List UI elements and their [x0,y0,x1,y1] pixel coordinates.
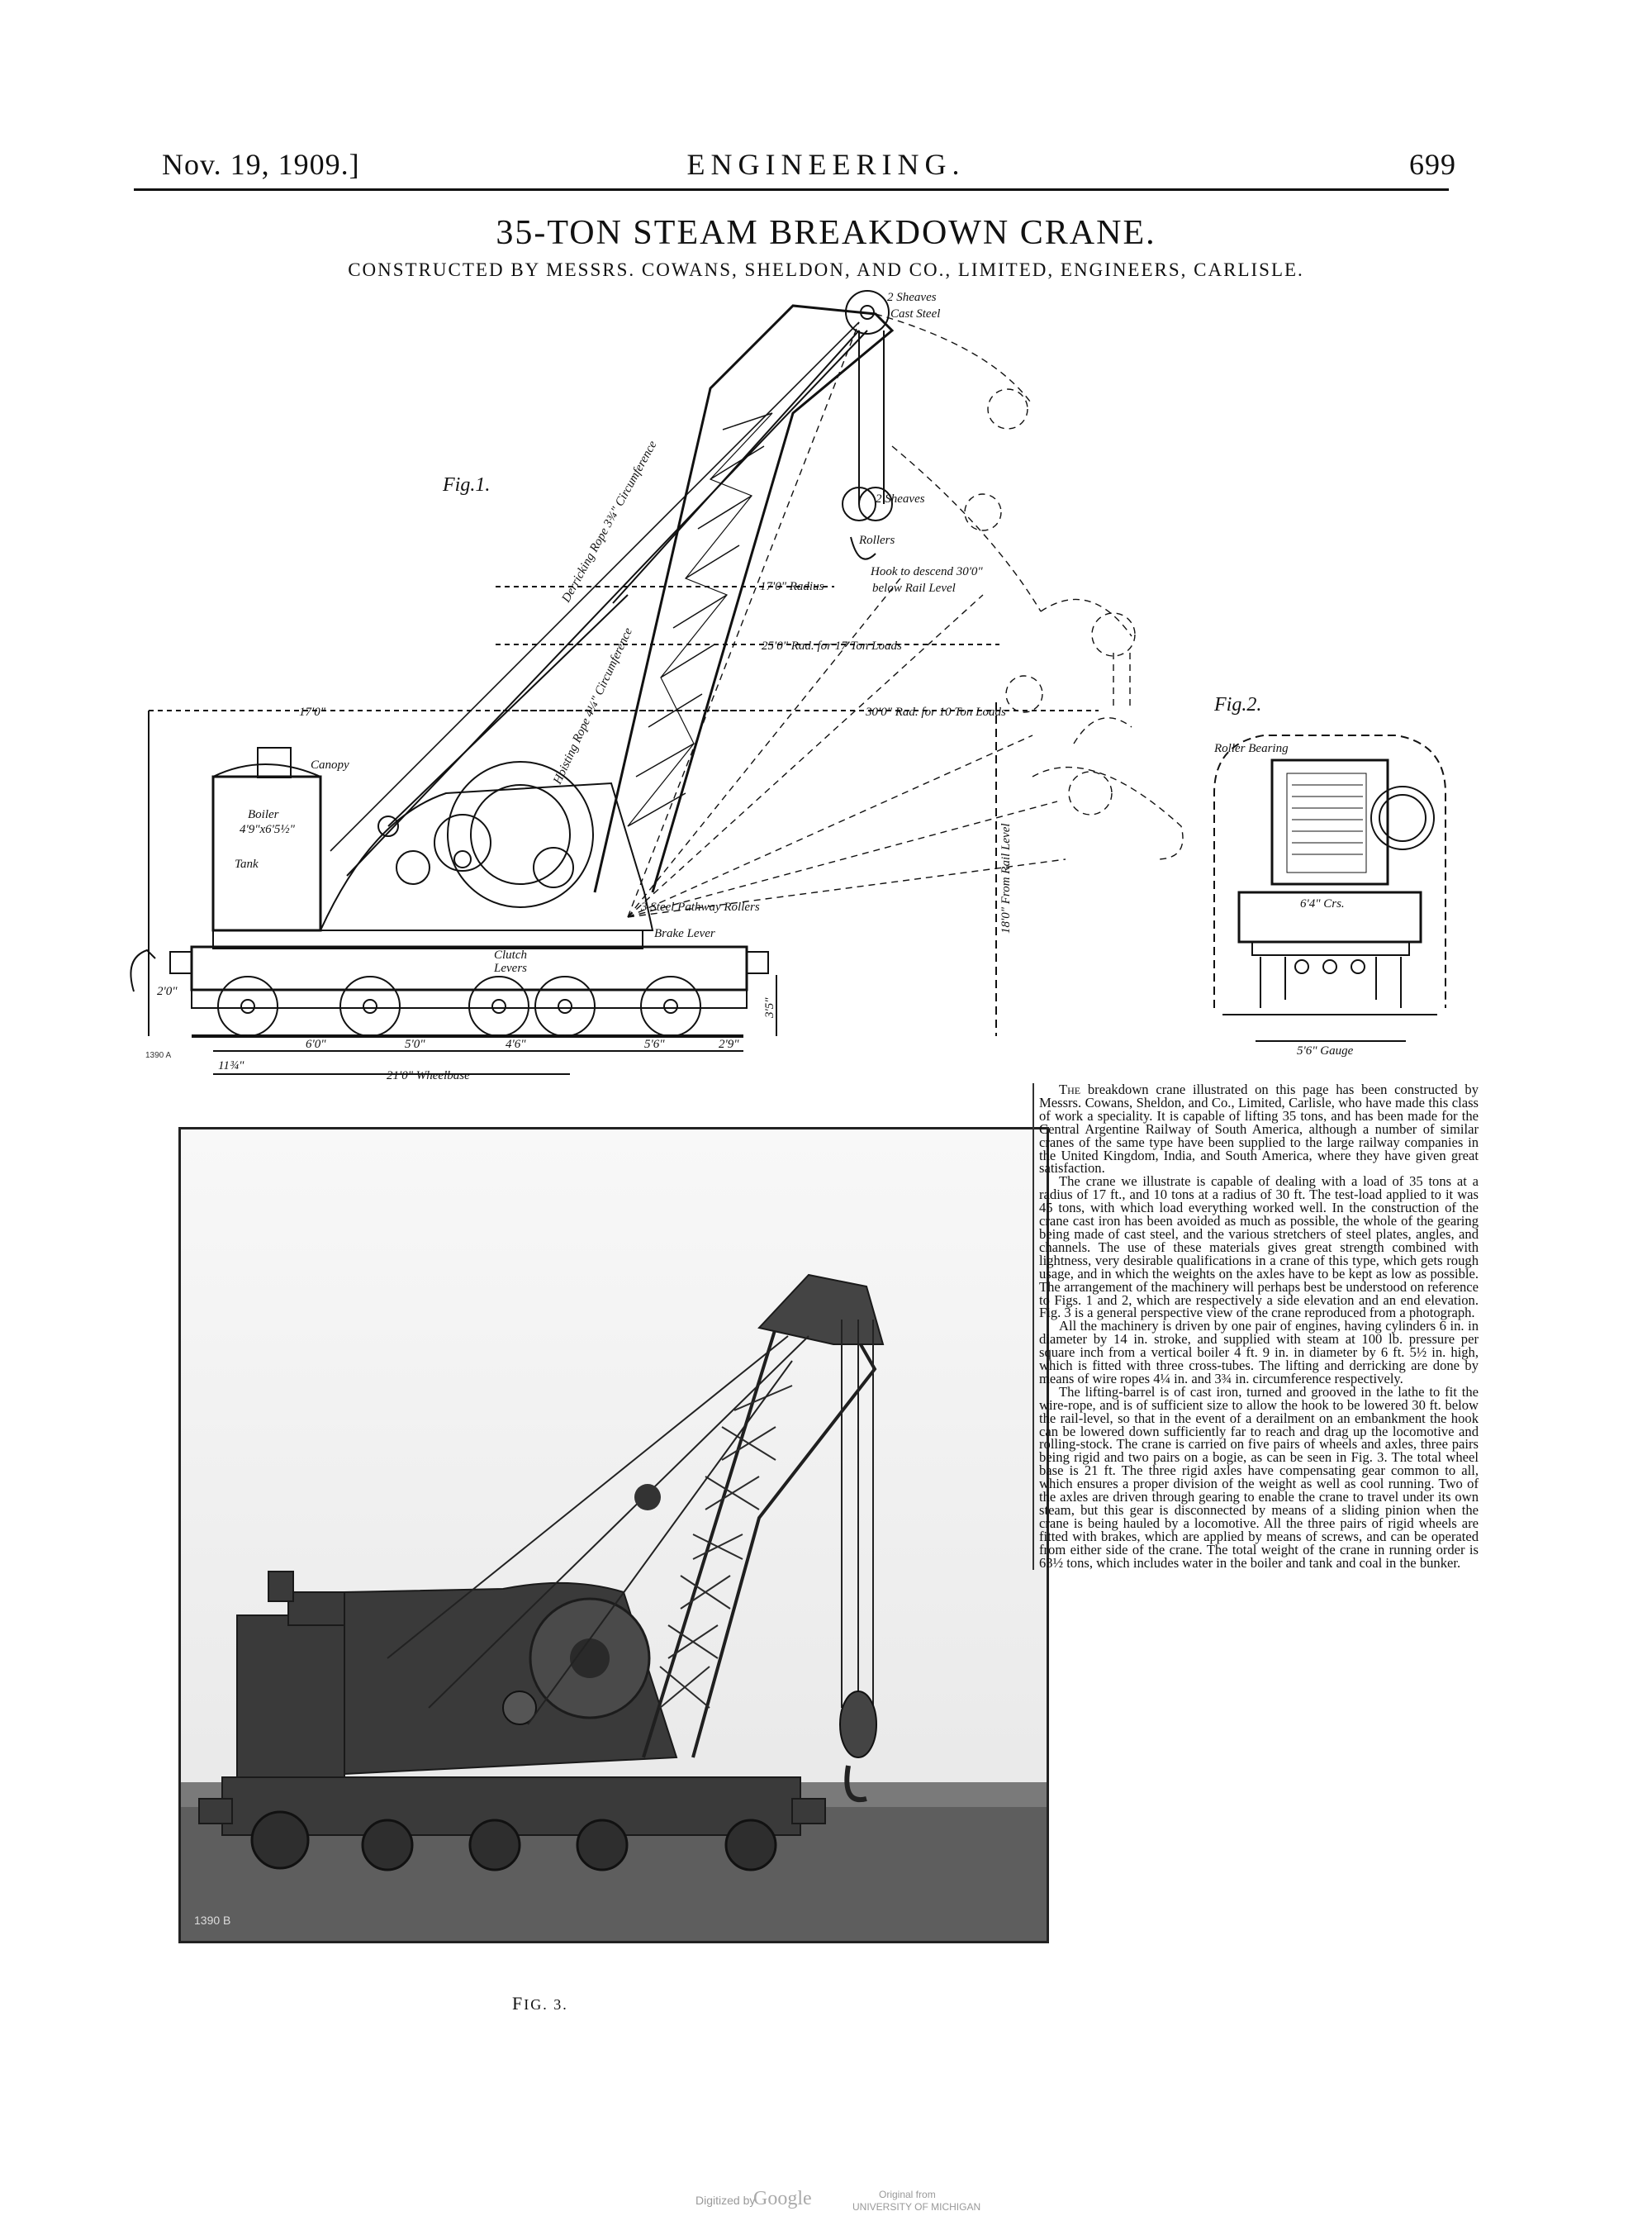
article-subtitle: CONSTRUCTED BY MESSRS. COWANS, SHELDON, AND CO., LIMITED, ENGINEERS, CARLISLE. [348,259,1304,280]
fig1-label-dim-50: 5'0" [405,1038,425,1051]
fig3-photograph [178,1127,1049,1943]
article-paragraph-2: The crane we illustrate is capable of dealing with a load of 35 tons at a radius of 17 ft., and 10 tons at a radius of 30 ft. The test-load applied to it was 45 tons, with which load everything worked well. In the construction of the crane cast iron has been avoided as much as possible, the whole of the gearing being made of cast steel, and the various stretchers of steel plates, angles, and channels. The use of these materials gives great strength combined with lightness, very desirable qualifications in a crane of this type, which gets rough usage, and in which the weights on the axles have to be kept as low as possible. The arrangement of the machinery will perhaps best be understood on reference to Figs. 1 and 2, which are respectively a side elevation and an end elevation. Fig. 3 is a general perspective view of the crane reproduced from a photograph. [1039,1173,1479,1321]
article-lead-word: The [1059,1082,1081,1097]
fig1-label-radius-25: 25'0" Rad. for 17 Ton Loads [762,640,902,653]
fig2-label-gauge: 5'6" Gauge [1297,1044,1354,1058]
fig1-label-dim-60: 6'0" [306,1038,326,1051]
fig3-caption-prefix: F [512,1993,525,2014]
fig1-label-boiler-dims: 4'9"x6'5½" [240,823,295,836]
article-paragraph-1: breakdown crane illustrated on this page has been constructed by Messrs. Cowans, Sheldon, and Co., Limited, Carlisle, who have made this class of work a speciality. It is capable of lifting 35 tons, and has been made for the Central Argentine Railway of South America, although a number of similar cranes of the same type have been supplied to the large railway companies in the United Kingdom, India, and South America, where they have given great satisfaction. [1039,1082,1479,1177]
header-date: Nov. 19, 1909.] [162,148,360,181]
fig3-caption [512,1993,568,2014]
footer-university: UNIVERSITY OF MICHIGAN [852,2201,981,2213]
fig3-caption-rest: IG. 3. [524,1996,568,2013]
footer-digitized-by: Digitized by [695,2194,756,2207]
header-rule [134,188,1449,191]
footer-original-from: Original from [879,2189,936,2200]
fig1-label-sheaves-lower: 2 Sheaves [876,492,925,506]
fig1-label-hoisting-rope: Hoisting Rope 4¼" Circumference [551,625,636,787]
fig1-label-radius-17: 17'0" Radius [760,580,824,593]
fig1-label-height-35: 3'5" [763,997,776,1018]
header-journal: ENGINEERING. [686,148,966,181]
fig1-label-span-17: 17'0" [299,706,326,719]
fig2-label: Fig.2. [1214,694,1262,716]
fig3-plate-number: 1390 B [194,1914,231,1927]
fig1-wheels [218,977,700,1036]
fig1-label-tank: Tank [235,858,259,871]
fig1-label-below-rail: below Rail Level [872,582,956,595]
fig1-label-brake-lever: Brake Lever [654,927,715,940]
fig1-label-dim-29: 2'9" [719,1038,739,1051]
fig1-label: Fig.1. [443,474,491,496]
fig1-plate-number: 1390 A [145,1051,172,1060]
page-number: 699 [1409,148,1456,181]
article-title: 35-TON STEAM BREAKDOWN CRANE. [496,214,1156,252]
fig1-label-pathway-rollers: 3 Steel Pathway Rollers [641,901,760,914]
fig1-label-hook-descend: Hook to descend 30'0" [871,565,983,578]
article-body [1032,1083,1479,1570]
article-paragraph-3: All the machinery is driven by one pair of engines, having cylinders 6 in. in diameter by 14 in. stroke, and supplied with steam at 100 lb. pressure per square inch from a vertical boiler 4 ft. 9 in. in diameter by 6 ft. 5½ in. high, which is fitted with three cross-tubes. The lifting and derricking are done by means of wire ropes 4¼ in. and 3¾ in. circumference respectively. [1039,1318,1479,1386]
fig1-label-wheelbase: 21'0" Wheelbase [387,1069,470,1082]
fig1-label-clutch: Clutch [494,949,527,962]
fig1-label-dim-1134: 11¾" [218,1059,244,1072]
fig1-side-elevation-drawing [0,281,1206,1091]
footer-google-logo: Google [753,2188,812,2209]
fig1-label-radius-30: 30'0" Rad. for 10 Ton Loads [866,706,1006,719]
fig1-label-dim-46: 4'6" [506,1038,526,1051]
fig1-label-cast-steel: Cast Steel [890,307,941,321]
fig2-label-roller-bearing: Roller Bearing [1214,742,1289,755]
fig1-label-derricking-rope: Derricking Rope 3¾" Circumference [559,438,660,605]
fig1-label-sheaves-top: 2 Sheaves [887,291,937,304]
fig1-label-dim-56: 5'6" [644,1038,665,1051]
fig1-label-levers: Levers [494,962,527,975]
fig1-label-from-rail: 18'0" From Rail Level [999,823,1013,934]
fig1-label-rollers: Rollers [859,534,895,547]
fig2-end-elevation-drawing [1189,694,1470,1082]
fig1-label-boiler: Boiler [248,808,279,821]
fig1-label-dim-20: 2'0" [157,985,178,998]
fig2-label-crs: 6'4" Crs. [1300,897,1345,911]
article-paragraph-4: The lifting-barrel is of cast iron, turned and grooved in the lathe to fit the wire-rope, and is of sufficient size to allow the hook to be lowered 30 ft. below the rail-level, so that in the event of a derailment on an embankment the hook can be lowered down sufficiently far to reach and drag up the locomotive and rolling-stock. The crane is carried on five pairs of wheels and axles, three pairs being rigid and two pairs on a bogie, as can be seen in Fig. 3. The total wheel base is 21 ft. The three rigid axles have compensating gear common to all, which ensures a proper division of the weight as well as cool running. Two of the axles are driven through gearing to enable the crane to travel under its own steam, but this gear is disconnected by means of a sliding pinion when the crane is being hauled by a locomotive. All the three pairs of rigid wheels are fitted with brakes, which are applied by means of screws, and can be operated from either side of the crane. The total weight of the crane in running order is 63½ tons, which includes water in the boiler and tank and coal in the bunker. [1039,1383,1479,1571]
fig1-label-canopy: Canopy [311,758,349,772]
